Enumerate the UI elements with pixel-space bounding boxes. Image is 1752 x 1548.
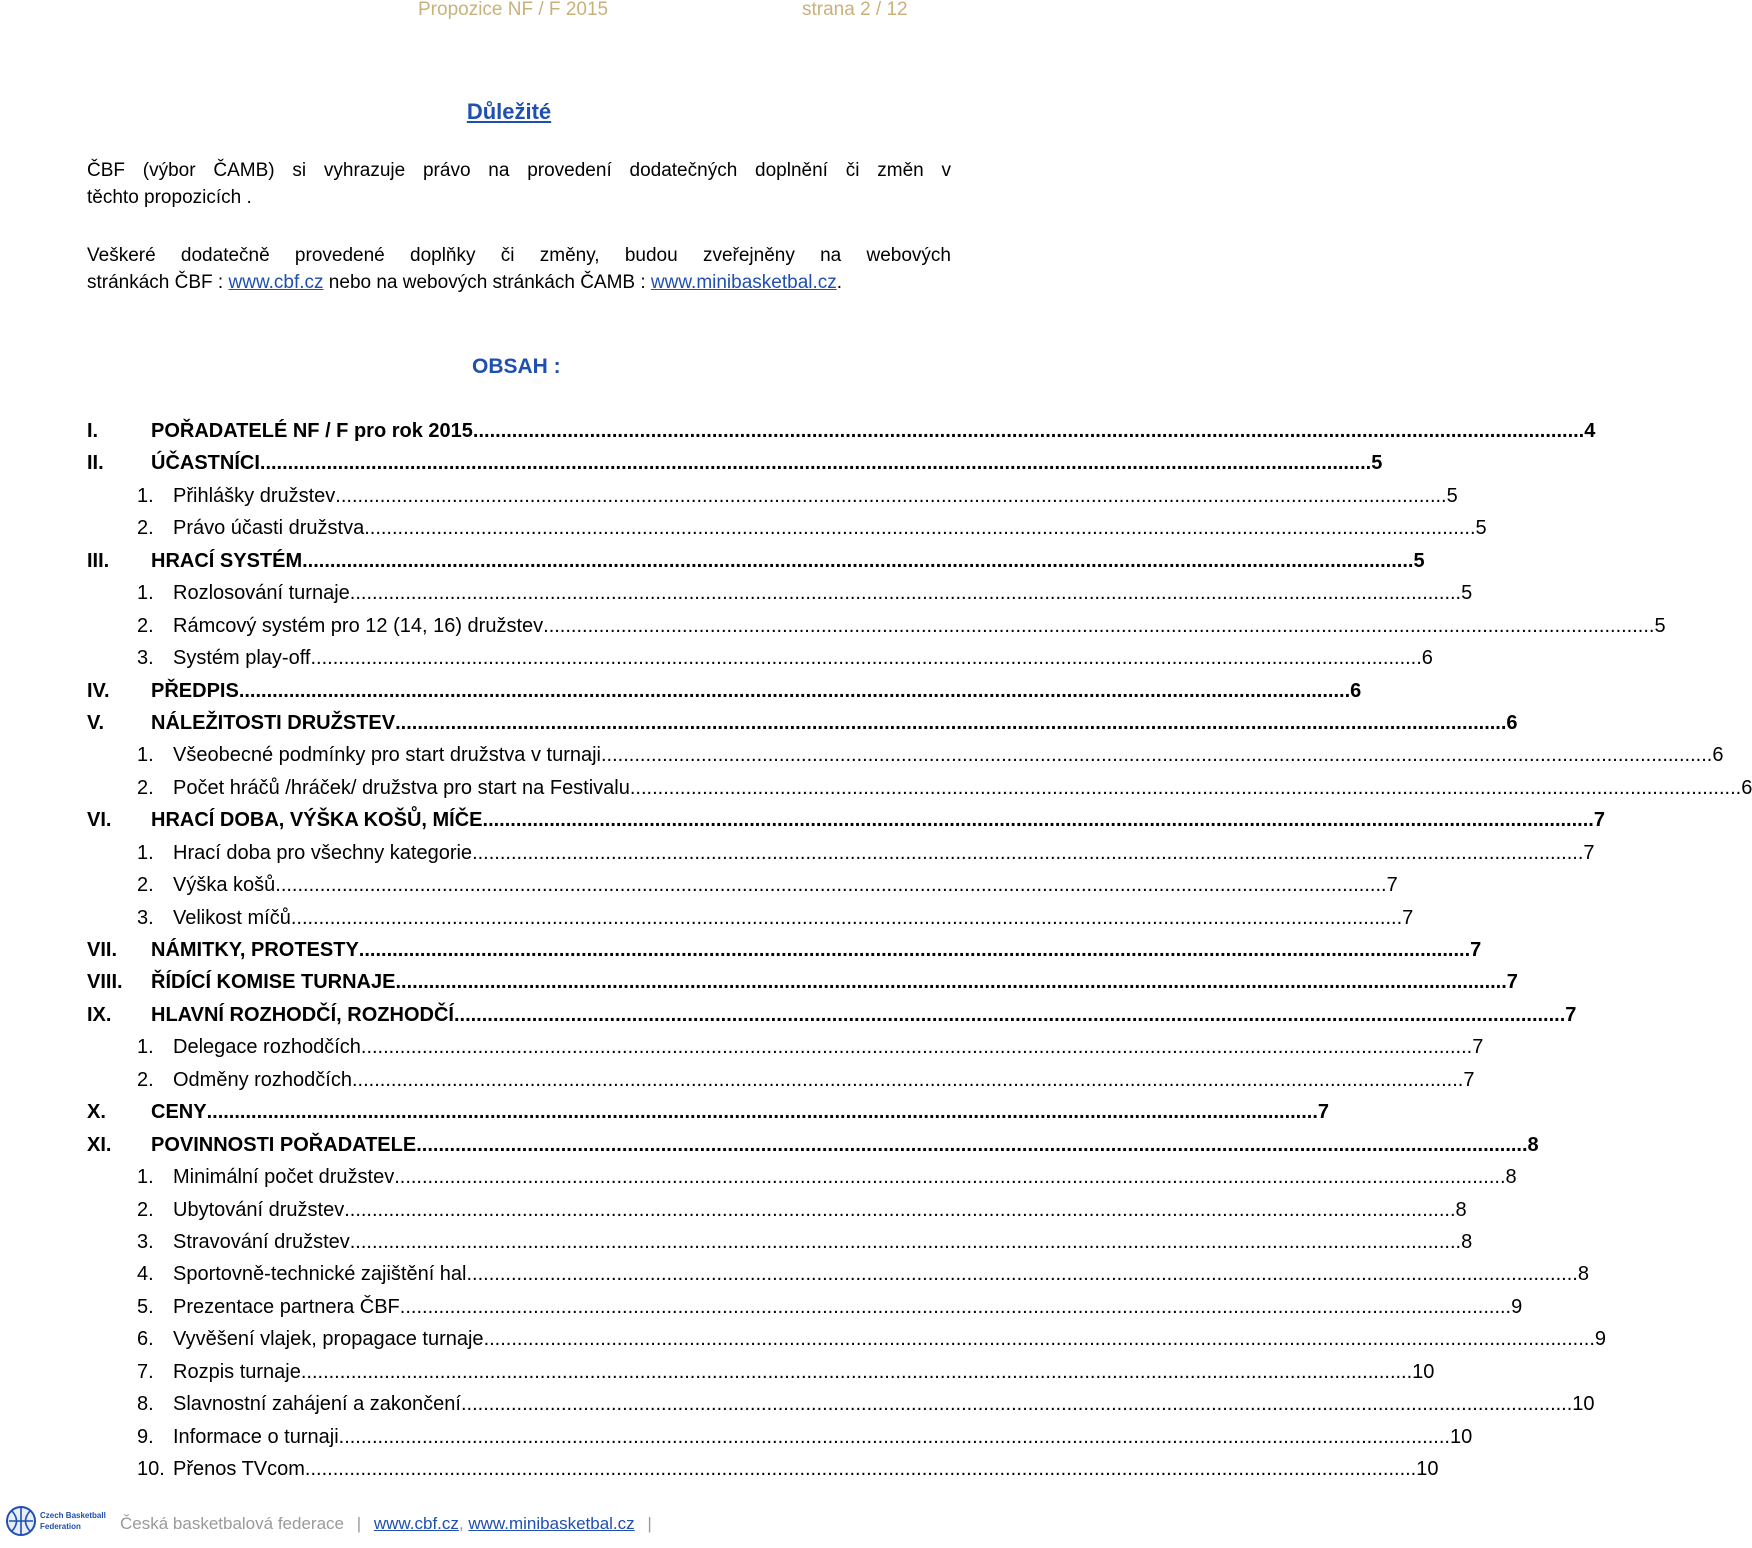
toc-dot-leader: ........................................................................................................................................................................................................ [304,1458,1417,1480]
toc-label: Všeobecné podmínky pro start družstva v turnaji [173,744,601,767]
toc-dot-leader: ........................................................................................................................................................................................................ [349,1230,1462,1253]
toc-leader-line [173,1198,1467,1222]
toc-label: Slavnostní zahájení a zakončení [173,1393,461,1416]
toc-leader-line [151,452,1383,475]
paragraph-line: Veškeré dodatečně provedené doplňky či změny, budou zveřejněny na webových [87,245,951,266]
toc-dot-leader: ........................................................................................................................................................................................................ [543,614,1655,637]
toc-label: HRACÍ SYSTÉM [151,549,303,572]
toc-page-number: 5 [1475,517,1487,540]
toc-label: POVINNOSTI POŘADATELE [151,1133,417,1156]
toc-number: 8. [137,1393,154,1416]
toc-page-number: 6 [1712,744,1724,767]
toc-leader-line [173,744,1724,767]
toc-label: Informace o turnaji [173,1425,339,1448]
toc-entry[interactable] [87,1164,1517,1196]
toc-page-number: 6 [1506,711,1518,734]
toc-leader-line [173,1458,1439,1481]
toc-page-number: 8 [1577,1263,1589,1286]
cbf-link[interactable]: www.cbf.cz [228,272,324,293]
svg-text:Federation: Federation [40,1522,81,1531]
toc-number: 2. [137,1198,154,1221]
toc-dot-leader: ........................................................................................................................................................................................................ [601,744,1713,767]
toc-page-number: 7 [1593,809,1605,832]
toc-number: X. [87,1101,106,1124]
toc-page-number: 4 [1584,420,1596,442]
toc-entry[interactable] [87,775,1752,807]
page-header [0,0,960,22]
footer-separator: | [647,1514,652,1533]
toc-entry[interactable] [87,1294,1523,1326]
toc-number: V. [87,711,105,734]
toc-dot-leader: ........................................................................................................................................................................................................ [399,1295,1512,1318]
toc-dot-leader: ........................................................................................................................................................................................................ [351,1068,1464,1091]
toc-number: 2. [137,776,154,799]
toc-number: 1. [137,484,154,507]
toc-number: 1. [137,841,154,864]
toc-number: 9. [137,1425,154,1448]
toc-leader-line [151,971,1518,994]
toc-number: 3. [137,906,154,929]
toc-dot-leader: ........................................................................................................................................................................................................ [290,906,1403,929]
toc-page-number: 7 [1317,1101,1330,1124]
toc-label: Vyvěšení vlajek, propagace turnaje [173,1328,484,1351]
toc-entry[interactable] [87,515,1487,547]
toc-leader-line [173,1230,1473,1254]
toc-dot-leader: ........................................................................................................................................................................................................ [300,1360,1413,1383]
footer-text [120,1514,660,1534]
toc-number: 10. [137,1458,165,1480]
toc-entry[interactable] [87,1229,1473,1261]
toc-entry[interactable] [87,840,1595,872]
toc-dot-leader: ........................................................................................................................................................................................................ [275,874,1387,897]
toc-leader-line [173,1425,1473,1449]
toc-label: Právo účasti družstva [173,517,365,540]
toc-entry[interactable] [87,1132,1539,1164]
logo-text: Czech Basketball [40,1511,106,1520]
toc-number: I. [87,420,99,442]
toc-page-number: 5 [1371,452,1383,475]
toc-label: ŘÍDÍCÍ KOMISE TURNAJE [151,971,396,994]
toc-label: HRACÍ DOBA, VÝŠKA KOŠŮ, MÍČE [151,809,483,832]
toc-page-number: 6 [1741,776,1752,799]
toc-entry[interactable] [87,1261,1589,1293]
toc-dot-leader: ........................................................................................................................................................................................................ [364,517,1476,540]
toc-entry[interactable] [87,1099,1330,1131]
toc-number: 3. [137,1230,154,1253]
toc-leader-line [173,1360,1435,1384]
toc-entry[interactable] [87,580,1473,612]
toc-number: IV. [87,679,110,702]
toc-label: PŘEDPIS [151,679,239,702]
toc-entry[interactable] [87,937,1482,969]
toc-entry[interactable] [87,1197,1467,1229]
toc-number: 2. [137,614,154,637]
toc-number: 1. [137,1036,154,1059]
toc-label: Rámcový systém pro 12 (14, 16) družstev [173,614,544,637]
toc-label: CENY [151,1101,207,1124]
toc-dot-leader: ........................................................................................................................................................................................................ [629,776,1742,799]
toc-leader-line [173,906,1414,930]
toc-page-number: 8 [1527,1133,1539,1156]
footer-separator: | [356,1514,362,1533]
toc-entry[interactable] [87,872,1398,904]
toc-label: Přihlášky družstev [173,484,336,507]
toc-leader-line [173,647,1433,670]
toc-label: Výška košů [173,874,276,897]
toc-label: Přenos TVcom [173,1458,305,1480]
toc-label: NÁLEŽITOSTI DRUŽSTEV [151,711,396,734]
toc-number: 5. [137,1295,154,1318]
toc-page-number: 10 [1416,1458,1439,1480]
toc-entry[interactable] [87,1034,1484,1066]
toc-dot-leader: ........................................................................................................................................................................................................ [349,582,1462,605]
toc-dot-leader: ........................................................................................................................................................................................................ [344,1198,1456,1221]
footer-minibasketbal-link[interactable]: www.minibasketbal.cz [468,1514,635,1533]
toc-entry[interactable] [87,905,1414,937]
header-page-number: strana 2 / 12 [802,0,908,20]
toc-leader-line [173,841,1595,865]
toc-page-number: 7 [1506,971,1518,994]
toc-number: 3. [137,647,154,670]
toc-entry[interactable] [87,1002,1577,1034]
toc-title: OBSAH : [472,355,561,378]
toc-number: II. [87,452,104,475]
toc-dot-leader: ........................................................................................................................................................................................................ [310,647,1422,670]
toc-number: 2. [137,517,154,540]
toc-page-number: 5 [1413,549,1425,572]
toc-page-number: 7 [1470,939,1482,961]
toc-entry[interactable] [87,450,1383,482]
header-title: Propozice NF / F 2015 [418,0,609,20]
paragraph-line-links [87,269,951,296]
toc-label: NÁMITKY, PROTESTY [151,939,359,961]
toc-page-number: 5 [1461,582,1473,605]
toc-label: Odměny rozhodčích [173,1068,352,1091]
toc-number: IX. [87,1003,112,1026]
toc-dot-leader: ........................................................................................................................................................................................................ [394,1166,1506,1189]
toc-page-number: 7 [1472,1036,1484,1059]
toc-page-number: 8 [1461,1230,1473,1253]
toc-entry[interactable] [87,1424,1473,1456]
toc-leader-line [173,1328,1607,1351]
toc-label: Systém play-off [173,647,311,670]
toc-label: ÚČASTNÍCI [151,452,260,475]
toc-entry[interactable] [87,548,1425,580]
toc-dot-leader: ........................................................................................................................................................................................................ [206,1101,1318,1124]
toc-entry[interactable] [87,678,1362,710]
toc-leader-line [151,679,1362,703]
toc-leader-line [151,1101,1330,1124]
toc-entry[interactable] [87,645,1433,677]
toc-dot-leader: ........................................................................................................................................................................................................ [358,939,1471,961]
toc-label: Velikost míčů [173,906,291,929]
toc-label: Delegace rozhodčích [173,1036,361,1059]
toc-number: 2. [137,874,154,897]
toc-leader-line [173,1068,1475,1092]
toc-page-number: 9 [1594,1328,1607,1351]
toc-dot-leader: ........................................................................................................................................................................................................ [416,1133,1528,1156]
toc-leader-line [173,1393,1595,1416]
toc-entry[interactable] [87,969,1518,1001]
page-heading: Důležité [466,99,552,124]
toc-number: VIII. [87,971,123,994]
toc-page-number: 7 [1386,874,1398,897]
toc-entry[interactable] [87,1326,1607,1358]
minibasketbal-link[interactable]: www.minibasketbal.cz [650,272,837,293]
toc-leader-line [151,939,1482,962]
toc-number: 1. [137,744,154,767]
toc-entry[interactable] [87,613,1666,645]
toc-dot-leader: ........................................................................................................................................................................................................ [259,452,1372,475]
toc-page-number: 8 [1455,1198,1467,1221]
toc-entry[interactable] [87,1391,1595,1423]
toc-page-number: 7 [1463,1068,1475,1091]
toc-dot-leader: ........................................................................................................................................................................................................ [472,841,1584,864]
footer-cbf-link[interactable]: www.cbf.cz [373,1514,459,1533]
toc-entry[interactable] [87,807,1605,839]
toc-number: III. [87,549,110,572]
toc-dot-leader: ........................................................................................................................................................................................................ [302,549,1414,572]
toc-leader-line [173,517,1487,540]
toc-label: HLAVNÍ ROZHODČÍ, ROZHODČÍ [151,1003,454,1026]
toc-leader-line [173,1166,1517,1189]
toc-dot-leader: ........................................................................................................................................................................................................ [395,971,1507,994]
paragraph-reservation [87,157,951,211]
toc-dot-leader: ........................................................................................................................................................................................................ [466,1263,1578,1286]
toc-leader-line [173,1263,1589,1286]
toc-page-number: 7 [1565,1003,1577,1026]
toc-page-number: 5 [1446,484,1458,507]
toc-leader-line [173,1036,1484,1059]
toc-label: Hrací doba pro všechny kategorie [173,841,473,864]
toc-leader-line [173,614,1666,638]
toc-dot-leader: ........................................................................................................................................................................................................ [335,484,1447,507]
toc-number: 1. [137,1166,154,1189]
paragraph-line: těchto propozicích . [87,187,252,208]
toc-leader-line [173,582,1473,605]
toc-leader-line [151,420,1596,443]
paragraph-text: stránkách ČBF : [87,272,229,293]
toc-entry[interactable] [87,710,1518,742]
toc-number: VII. [87,939,118,961]
toc-number: 1. [137,582,154,605]
cbf-logo-icon [6,1502,106,1540]
toc-number: 2. [137,1068,154,1091]
toc-dot-leader: ........................................................................................................................................................................................................ [238,679,1351,702]
toc-dot-leader: ........................................................................................................................................................................................................ [472,420,1585,442]
paragraph-text: . [836,272,843,293]
toc-page-number: 9 [1511,1295,1523,1318]
toc-dot-leader: ........................................................................................................................................................................................................ [360,1036,1473,1059]
toc-page-number: 6 [1421,647,1433,670]
toc-number: 7. [137,1360,154,1383]
toc-number: 4. [137,1263,154,1286]
toc-dot-leader: ........................................................................................................................................................................................................ [453,1003,1566,1026]
page-footer [0,1500,960,1548]
toc-dot-leader: ........................................................................................................................................................................................................ [460,1393,1573,1416]
toc-dot-leader: ........................................................................................................................................................................................................ [395,711,1507,734]
toc-leader-line [173,484,1458,508]
toc-number: VI. [87,809,112,832]
toc-leader-line [151,809,1605,832]
toc-page-number: 7 [1402,906,1414,929]
toc-dot-leader: ........................................................................................................................................................................................................ [338,1425,1450,1448]
table-of-contents [87,418,1752,1488]
footer-org: Česká basketbalová federace [120,1514,344,1533]
toc-page-number: 7 [1583,841,1595,864]
toc-entry[interactable] [87,1067,1475,1099]
toc-leader-line [151,1003,1577,1027]
toc-entry[interactable] [87,1359,1435,1391]
toc-dot-leader: ........................................................................................................................................................................................................ [482,809,1594,832]
toc-dot-leader: ........................................................................................................................................................................................................ [483,1328,1595,1351]
paragraph-line: ČBF (výbor ČAMB) si vyhrazuje právo na provedení dodatečných doplnění či změn v [87,160,951,181]
toc-leader-line [173,776,1752,800]
toc-entry[interactable] [87,483,1458,515]
toc-page-number: 8 [1505,1166,1517,1189]
toc-leader-line [151,1133,1539,1157]
toc-label: Rozpis turnaje [173,1360,301,1383]
toc-leader-line [173,874,1398,897]
toc-label: Rozlosování turnaje [173,582,350,605]
toc-label: POŘADATELÉ NF / F pro rok 2015 [151,420,473,442]
toc-label: Sportovně-technické zajištění hal [173,1263,467,1286]
paragraph-publication [87,242,951,296]
toc-number: XI. [87,1133,112,1156]
paragraph-text: nebo na webových stránkách ČAMB : [323,272,651,293]
toc-label: Ubytování družstev [173,1198,345,1221]
toc-label: Počet hráčů /hráček/ družstva pro start na Festivalu [173,776,630,799]
toc-entry[interactable] [87,418,1596,450]
toc-page-number: 10 [1412,1360,1435,1383]
toc-entry[interactable] [87,742,1724,774]
footer-comma: , [458,1514,464,1533]
toc-page-number: 6 [1350,679,1362,702]
toc-entry[interactable] [87,1456,1439,1488]
toc-leader-line [173,1295,1523,1319]
toc-leader-line [151,711,1518,735]
toc-label: Stravování družstev [173,1230,350,1253]
toc-leader-line [151,549,1425,573]
toc-number: 6. [137,1328,154,1351]
toc-page-number: 10 [1449,1425,1473,1448]
toc-label: Prezentace partnera ČBF [173,1295,400,1318]
toc-page-number: 5 [1654,614,1666,637]
toc-label: Minimální počet družstev [173,1166,395,1189]
toc-page-number: 10 [1572,1393,1595,1416]
